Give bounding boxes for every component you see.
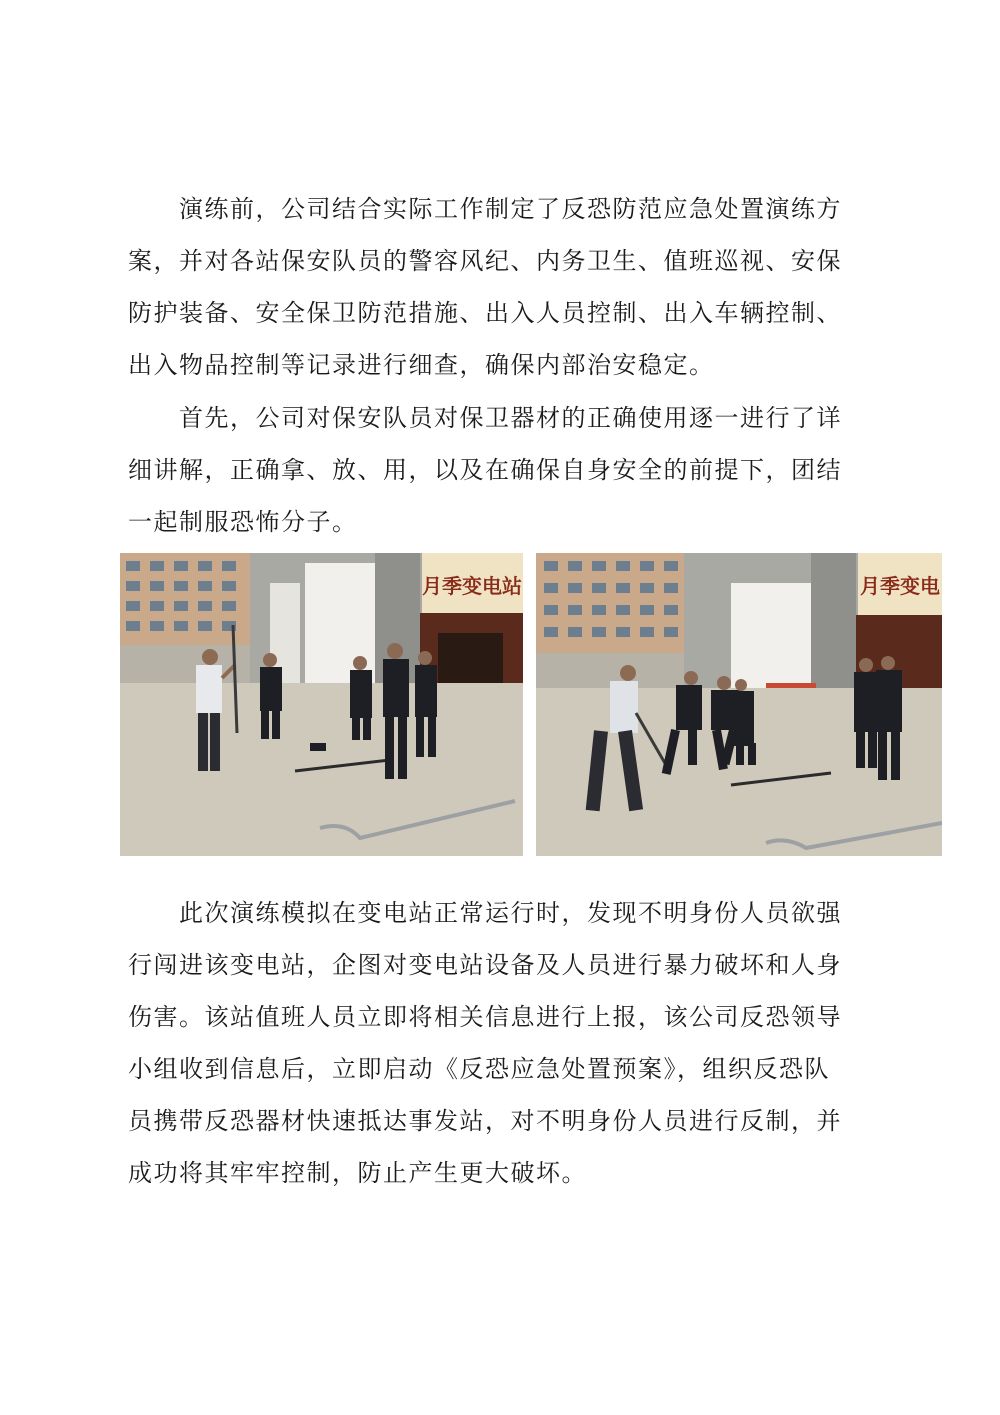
paragraph-line: 出入物品控制等记录进行细查，确保内部治安稳定。 [128, 351, 715, 379]
paragraph-1 [128, 183, 872, 391]
paragraph-2 [128, 392, 872, 548]
station-sign-text: 月季变电站 [422, 574, 522, 598]
photo-equipment-training [120, 553, 523, 856]
paragraph-line: 小组收到信息后，立即启动《反恐应急处置预案》，组织反恐队 [128, 1055, 830, 1083]
photo-equipment-training-image [120, 553, 523, 856]
paragraph-line: 案，并对各站保安队员的警容风纪、内务卫生、值班巡视、安保 [128, 247, 842, 275]
paragraph-line: 一起制服恐怖分子。 [128, 508, 358, 536]
paragraph-line: 此次演练模拟在变电站正常运行时，发现不明身份人员欲强 [128, 899, 842, 927]
photo-restraint-drill-image [536, 553, 942, 856]
photo-restraint-drill [536, 553, 942, 856]
paragraph-line: 细讲解，正确拿、放、用，以及在确保自身安全的前提下，团结 [128, 456, 842, 484]
paragraph-line: 伤害。该站值班人员立即将相关信息进行上报，该公司反恐领导 [128, 1003, 842, 1031]
station-sign-text: 月季变电 [860, 574, 940, 598]
paragraph-line: 行闯进该变电站，企图对变电站设备及人员进行暴力破坏和人身 [128, 951, 842, 979]
paragraph-line: 演练前，公司结合实际工作制定了反恐防范应急处置演练方 [128, 195, 842, 223]
paragraph-line: 首先，公司对保安队员对保卫器材的正确使用逐一进行了详 [128, 404, 842, 432]
paragraph-line: 防护装备、安全保卫防范措施、出入人员控制、出入车辆控制、 [128, 299, 842, 327]
paragraph-line: 员携带反恐器材快速抵达事发站，对不明身份人员进行反制，并 [128, 1107, 842, 1135]
paragraph-3 [128, 887, 872, 1199]
paragraph-line: 成功将其牢牢控制，防止产生更大破坏。 [128, 1159, 587, 1187]
